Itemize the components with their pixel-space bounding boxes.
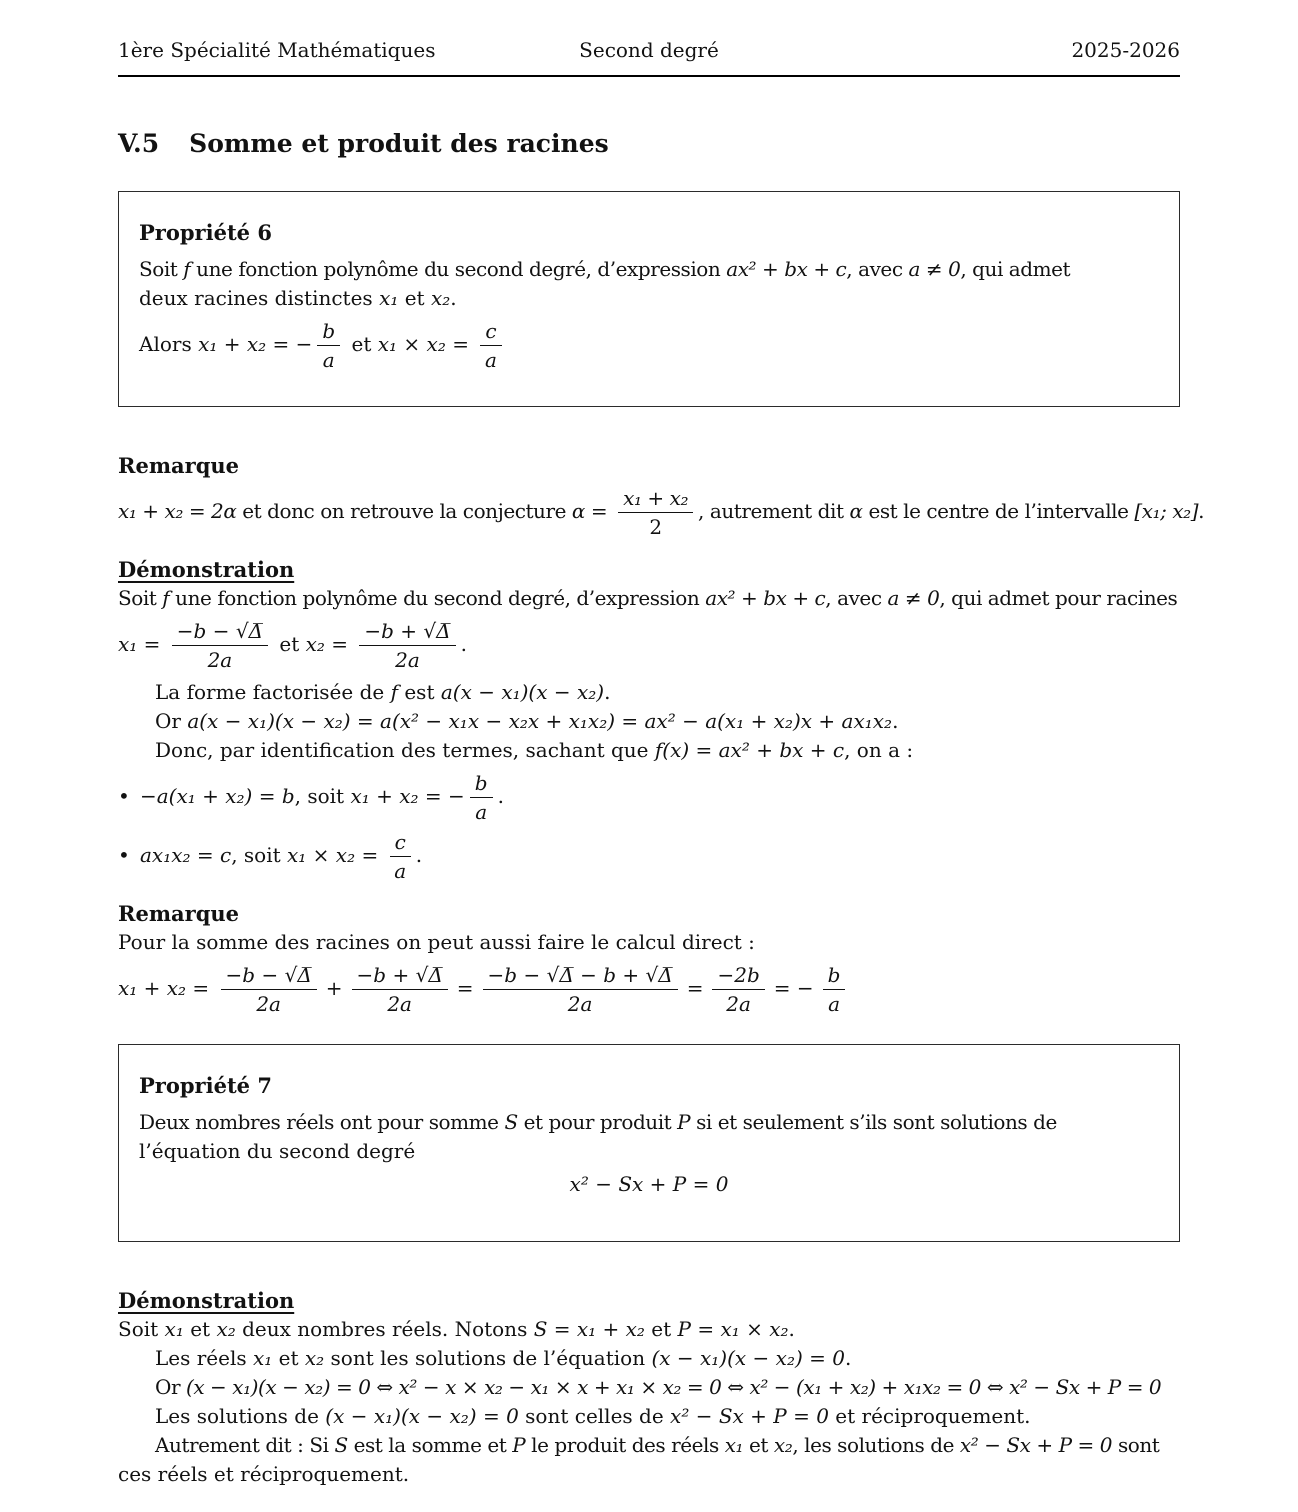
header-chapter: Second degré bbox=[579, 38, 719, 62]
demonstration-1-line-4: Or a(x − x₁)(x − x₂) = a(x² − x₁x − x₂x + x₁x₂) = ax² − a(x₁ + x₂)x + ax₁x₂. bbox=[155, 709, 899, 733]
fraction-numerator: −b + √Δ̅ bbox=[359, 619, 455, 646]
fraction-denominator: a bbox=[828, 992, 841, 1016]
property-7-box bbox=[118, 1044, 1180, 1242]
demonstration-2-line-6: ces réels et réciproquement. bbox=[118, 1462, 410, 1486]
fraction bbox=[359, 619, 455, 672]
fraction-numerator: −b − √Δ̅ bbox=[172, 619, 268, 646]
eq-segment: . bbox=[415, 843, 423, 867]
fraction bbox=[618, 486, 693, 539]
fraction-numerator: x₁ + x₂ bbox=[618, 486, 693, 513]
remark-1-title: Remarque bbox=[118, 453, 240, 478]
fraction-numerator: b bbox=[470, 771, 493, 798]
eq-segment: . bbox=[460, 632, 467, 656]
header-year: 2025-2026 bbox=[1071, 38, 1180, 62]
fraction-numerator: b bbox=[823, 963, 846, 990]
fraction bbox=[221, 963, 317, 1016]
demonstration-2-line-2: Les réels x₁ et x₂ sont les solutions de l’équation (x − x₁)(x − x₂) = 0. bbox=[155, 1346, 852, 1370]
remark-1 bbox=[118, 451, 1205, 539]
demonstration-2-title: Démonstration bbox=[118, 1288, 295, 1313]
eq-segment: et x₁ × x₂ = bbox=[345, 332, 469, 356]
demonstration-2 bbox=[118, 1286, 1180, 1489]
property-7-equation: x² − Sx + P = 0 bbox=[569, 1172, 729, 1196]
fraction bbox=[480, 319, 501, 372]
fraction-denominator: 2a bbox=[567, 992, 593, 1016]
fraction-denominator: 2a bbox=[387, 992, 412, 1016]
fraction-numerator: c bbox=[390, 830, 411, 857]
demonstration-2-line-4: Les solutions de (x − x₁)(x − x₂) = 0 sont celles de x² − Sx + P = 0 et réciproquement. bbox=[155, 1404, 1031, 1428]
demonstration-1 bbox=[118, 555, 1180, 883]
section-heading bbox=[118, 129, 1180, 159]
remark-2-equation bbox=[118, 963, 1180, 1016]
demonstration-2-line-1: Soit x₁ et x₂ deux nombres réels. Notons S = x₁ + x₂ et P = x₁ × x₂. bbox=[118, 1317, 795, 1341]
fraction-numerator: −b − √Δ̅ − b + √Δ̅ bbox=[483, 963, 678, 990]
eq-segment: , autrement dit α est le centre de l’intervalle [x₁; x₂]. bbox=[698, 499, 1205, 523]
fraction-numerator: b bbox=[317, 319, 340, 346]
property-6-box bbox=[118, 191, 1180, 407]
fraction-denominator: a bbox=[475, 800, 488, 824]
eq-segment: . bbox=[497, 784, 504, 808]
eq-operator: = − bbox=[773, 976, 814, 1000]
fraction-denominator: a bbox=[394, 859, 407, 883]
property-6-line-2: deux racines distinctes x₁ et x₂. bbox=[139, 286, 457, 310]
eq-segment: et x₂ = bbox=[273, 632, 349, 656]
fraction bbox=[390, 830, 411, 883]
demonstration-2-line-3: Or (x − x₁)(x − x₂) = 0 ⇔ x² − x × x₂ − x₁ × x + x₁ × x₂ = 0 ⇔ x² − (x₁ + x₂) + x₁x₂ = 0 ⇔ x² − Sx + P = 0 bbox=[155, 1375, 1162, 1399]
section-number: V.5 bbox=[118, 129, 160, 158]
remark-2 bbox=[118, 899, 1180, 1016]
fraction-denominator: 2a bbox=[395, 648, 420, 672]
demonstration-1-line-5: Donc, par identification des termes, sachant que f(x) = ax² + bx + c, on a : bbox=[155, 738, 914, 762]
eq-segment: Alors x₁ + x₂ = − bbox=[139, 332, 313, 356]
fraction-numerator: c bbox=[480, 319, 501, 346]
fraction bbox=[352, 963, 448, 1016]
fraction bbox=[172, 619, 268, 672]
eq-operator: = bbox=[686, 976, 704, 1000]
property-7-line-2: l’équation du second degré bbox=[139, 1139, 416, 1163]
fraction-denominator: 2a bbox=[256, 992, 281, 1016]
fraction-numerator: −b + √Δ̅ bbox=[352, 963, 448, 990]
fraction-denominator: a bbox=[484, 348, 497, 372]
demonstration-1-title: Démonstration bbox=[118, 557, 295, 582]
property-6-equation bbox=[139, 319, 1159, 372]
fraction-denominator: 2 bbox=[649, 515, 662, 539]
demonstration-1-bullet-1 bbox=[118, 771, 1180, 824]
eq-segment: x₁ = bbox=[118, 632, 161, 656]
fraction-denominator: 2a bbox=[207, 648, 233, 672]
fraction bbox=[483, 963, 678, 1016]
eq-segment: −a(x₁ + x₂) = b, soit x₁ + x₂ = − bbox=[140, 784, 465, 808]
eq-segment: ax₁x₂ = c, soit x₁ × x₂ = bbox=[140, 843, 379, 867]
property-6-line-1: Soit f une fonction polynôme du second degré, d’expression ax² + bx + c, avec a ≠ 0, qui admet bbox=[139, 257, 1071, 281]
fraction bbox=[823, 963, 846, 1016]
fraction-numerator: −2b bbox=[712, 963, 764, 990]
fraction bbox=[712, 963, 764, 1016]
remark-1-text bbox=[118, 486, 1205, 539]
remark-2-title: Remarque bbox=[118, 901, 240, 926]
demonstration-1-line-3: La forme factorisée de f est a(x − x₁)(x − x₂). bbox=[155, 680, 611, 704]
bullet-icon: • bbox=[118, 843, 130, 867]
bullet-icon: • bbox=[118, 784, 130, 808]
eq-operator: + bbox=[325, 976, 343, 1000]
demonstration-1-line-1: Soit f une fonction polynôme du second degré, d’expression ax² + bx + c, avec a ≠ 0, qui admet pour racines bbox=[118, 586, 1178, 610]
eq-operator: = bbox=[456, 976, 474, 1000]
property-7-title: Propriété 7 bbox=[139, 1073, 272, 1098]
fraction-numerator: −b − √Δ̅ bbox=[221, 963, 317, 990]
property-6-title: Propriété 6 bbox=[139, 220, 272, 245]
section-title: Somme et produit des racines bbox=[189, 129, 609, 158]
fraction-denominator: a bbox=[322, 348, 335, 372]
header-course: 1ère Spécialité Mathématiques bbox=[118, 38, 436, 62]
eq-segment: x₁ + x₂ = bbox=[118, 976, 210, 1000]
eq-segment: x₁ + x₂ = 2α et donc on retrouve la conjecture α = bbox=[118, 499, 608, 523]
fraction-denominator: 2a bbox=[726, 992, 751, 1016]
property-7-line-1: Deux nombres réels ont pour somme S et pour produit P si et seulement s’ils sont solutions de bbox=[139, 1110, 1057, 1134]
page-header bbox=[118, 36, 1180, 77]
demonstration-1-roots bbox=[118, 619, 1180, 672]
fraction bbox=[470, 771, 493, 824]
remark-2-line-1: Pour la somme des racines on peut aussi faire le calcul direct : bbox=[118, 930, 755, 954]
demonstration-2-line-5: Autrement dit : Si S est la somme et P le produit des réels x₁ et x₂, les solutions de x² − Sx + P = 0 sont bbox=[155, 1433, 1160, 1457]
fraction bbox=[317, 319, 340, 372]
demonstration-1-bullet-2 bbox=[118, 830, 1180, 883]
